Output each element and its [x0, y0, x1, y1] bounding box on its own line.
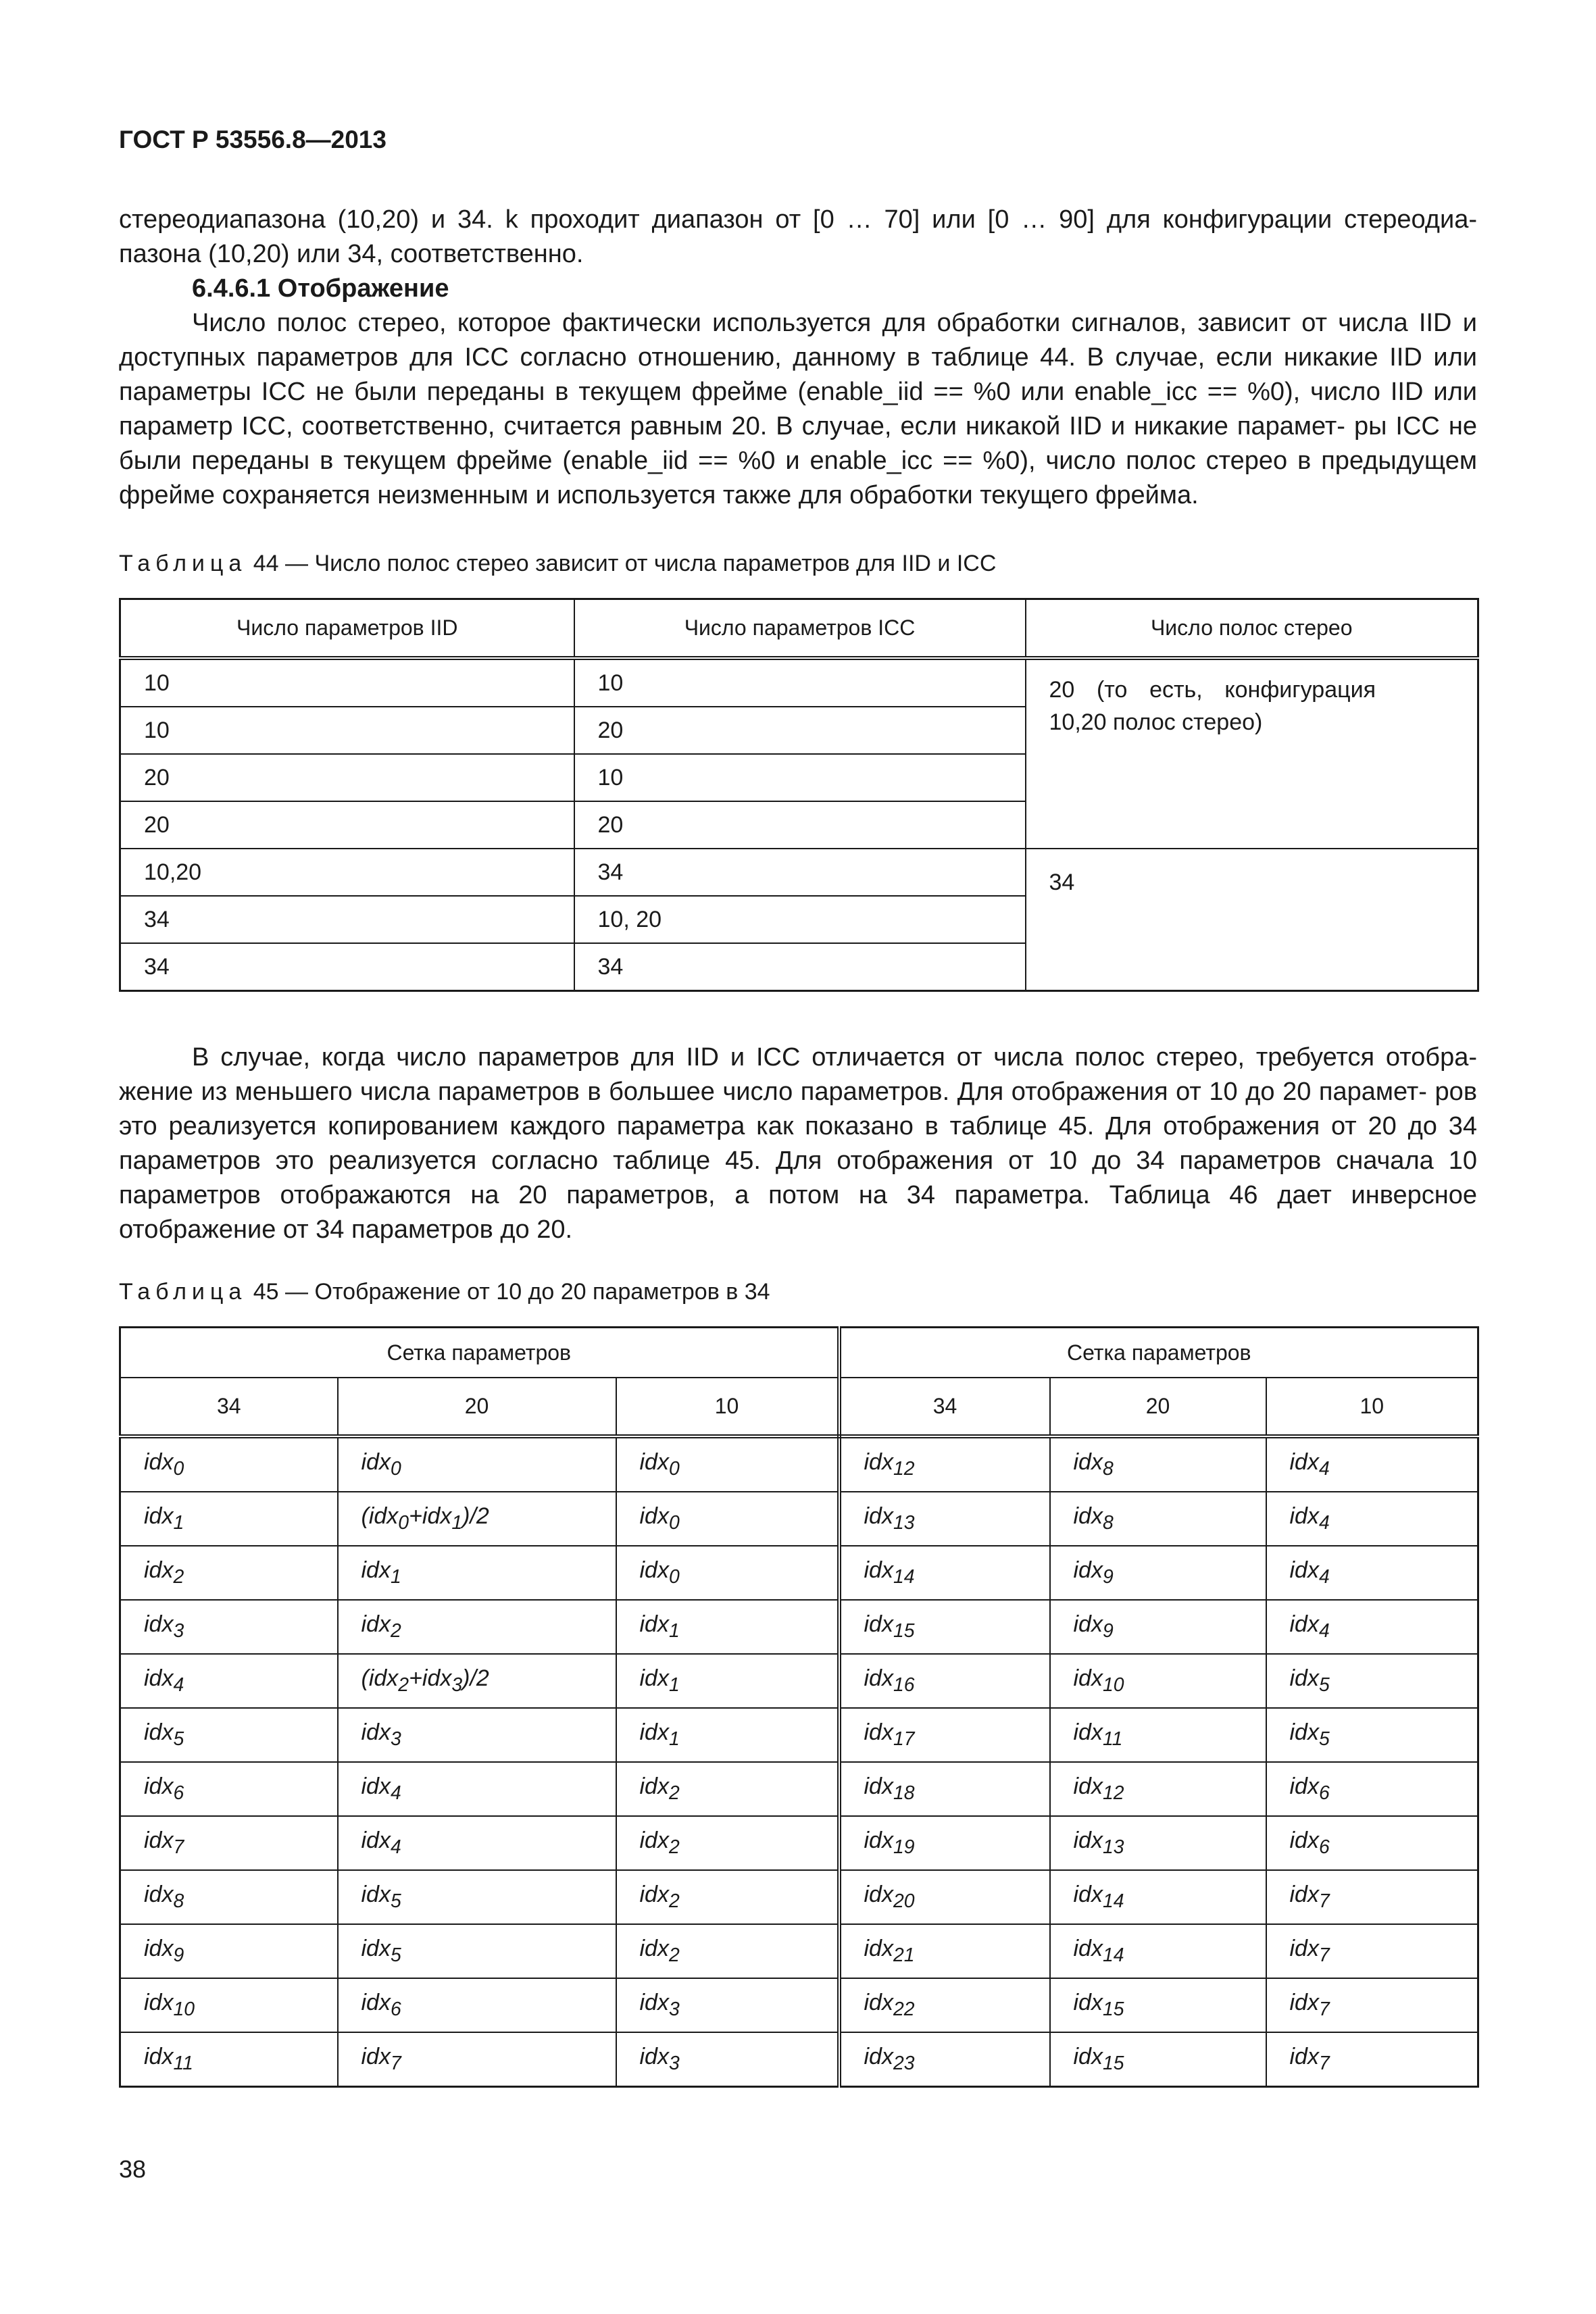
table-cell: idx$_1$ — [616, 1600, 839, 1654]
table-cell: idx$_{14}$ — [839, 1546, 1050, 1600]
table-cell: idx$_{14}$ — [1050, 1870, 1266, 1924]
text-line: Число полос стерео, которое фактически используется для обработки сигналов, зависит от числа IID — [192, 309, 1452, 337]
table-cell: idx$_2$ — [120, 1546, 338, 1600]
table-row — [120, 1654, 1478, 1708]
table-cell: idx$_{17}$ — [839, 1708, 1050, 1762]
table-cell: idx$_4$ — [1266, 1600, 1478, 1654]
table-cell: idx$_3$ — [120, 1600, 338, 1654]
section-heading — [119, 272, 1477, 306]
text-line: пазона (10,20) или 34, соответственно. — [119, 240, 584, 268]
table-row — [120, 1924, 1478, 1978]
column-header: 10 — [1266, 1378, 1478, 1436]
table-row — [120, 1816, 1478, 1870]
table-cell: idx$_5$ — [338, 1924, 616, 1978]
table-row — [120, 1708, 1478, 1762]
table-row — [120, 1870, 1478, 1924]
text-line: IID или параметр ICC, соответственно, считается равным 20. В случае, если никакой IID и никакие парамет- — [119, 378, 1477, 441]
text-line: отображение от 34 параметров до 20. — [119, 1215, 573, 1244]
table-cell: idx$_8$ — [120, 1870, 338, 1924]
text-line: жение из меньшего числа параметров в большее число параметров. Для отображения от 10 до 20 парамет- — [119, 1078, 1427, 1106]
table-header-row — [120, 1378, 1478, 1436]
table-cell: idx$_1$ — [616, 1654, 839, 1708]
table-cell: idx$_1$ — [616, 1708, 839, 1762]
section-title: Отображение — [277, 274, 449, 303]
column-header: Число полос стерео — [1026, 599, 1478, 659]
table-cell: idx$_6$ — [1266, 1816, 1478, 1870]
table-cell: idx$_9$ — [120, 1924, 338, 1978]
paragraph-2 — [119, 306, 1477, 513]
table-cell: idx$_3$ — [338, 1708, 616, 1762]
table-row — [120, 2032, 1478, 2087]
text-line: или параметры ICC не были переданы в текущем фрейме (enable_iid == %0 или enable_icc == %0), число — [119, 343, 1477, 406]
caption-label: Таблица — [119, 551, 247, 576]
table-cell: 20 — [120, 801, 574, 849]
table-cell: idx$_7$ — [1266, 2032, 1478, 2087]
table-44 — [119, 598, 1479, 992]
table-cell: idx$_8$ — [1050, 1436, 1266, 1492]
group-header: Сетка параметров — [839, 1328, 1478, 1378]
table-cell: idx$_5$ — [1266, 1654, 1478, 1708]
table-cell: 10, 20 — [574, 896, 1026, 943]
table-cell: 34 — [574, 943, 1026, 991]
table-cell: idx$_1$ — [120, 1492, 338, 1546]
table-cell: idx$_8$ — [1050, 1492, 1266, 1546]
table-cell: 20 — [120, 754, 574, 801]
group-header: Сетка параметров — [120, 1328, 839, 1378]
table-row — [120, 1546, 1478, 1600]
table-cell: idx$_4$ — [338, 1816, 616, 1870]
table-cell: idx$_{10}$ — [1050, 1654, 1266, 1708]
table-cell: idx$_7$ — [120, 1816, 338, 1870]
paragraph-1 — [119, 203, 1477, 513]
table-cell: 34 — [574, 849, 1026, 896]
table-group-header-row — [120, 1328, 1478, 1378]
table-cell: idx$_{13}$ — [1050, 1816, 1266, 1870]
table-cell: 10 — [120, 707, 574, 754]
table-row — [120, 658, 1478, 707]
page-number: 38 — [119, 2155, 147, 2183]
table-cell: idx$_0$ — [338, 1436, 616, 1492]
table-cell: idx$_{11}$ — [120, 2032, 338, 2087]
table-cell: idx$_3$ — [616, 2032, 839, 2087]
text-line: 10 параметров отображаются на 20 параметров, а потом на 34 параметра. Таблица 46 дает инверсное — [119, 1147, 1477, 1209]
table-cell: idx$_2$ — [616, 1816, 839, 1870]
paragraph-3 — [119, 1040, 1477, 1247]
table-cell: 34 — [120, 896, 574, 943]
column-header: 10 — [616, 1378, 839, 1436]
table-cell: idx$_{23}$ — [839, 2032, 1050, 2087]
table-cell: idx$_3$ — [616, 1978, 839, 2032]
text-line: стереодиапазона (10,20) и 34. k проходит диапазон от [0 … 70] или [0 … 90] для конфигурации стереодиа- — [119, 205, 1477, 234]
table-cell: 10 — [574, 754, 1026, 801]
table-cell: idx$_6$ — [338, 1978, 616, 2032]
table-cell: idx$_0$ — [616, 1546, 839, 1600]
table-cell: 20 — [574, 801, 1026, 849]
caption-text: — Отображение от 10 до 20 параметров в 34 — [285, 1279, 770, 1305]
table-45-caption — [119, 1279, 770, 1305]
table-cell: idx$_0$ — [616, 1436, 839, 1492]
caption-number: 45 — [253, 1279, 279, 1305]
table-cell: 34 — [120, 943, 574, 991]
table-cell: idx$_1$ — [338, 1546, 616, 1600]
table-cell: idx$_4$ — [338, 1762, 616, 1816]
table-cell: 10 — [574, 658, 1026, 707]
table-cell: idx$_2$ — [616, 1870, 839, 1924]
table-row — [120, 1492, 1478, 1546]
column-header: Число параметров ICC — [574, 599, 1026, 659]
table-cell: 20 — [574, 707, 1026, 754]
merged-cell: 34 — [1026, 849, 1478, 991]
merged-cell: 20 (то есть, конфигурация 10,20 полос стерео) — [1026, 658, 1478, 849]
table-cell: idx$_{16}$ — [839, 1654, 1050, 1708]
table-cell: idx$_{20}$ — [839, 1870, 1050, 1924]
table-cell: idx$_{15}$ — [839, 1600, 1050, 1654]
section-number: 6.4.6.1 — [192, 274, 271, 303]
table-cell: idx$_{14}$ — [1050, 1924, 1266, 1978]
caption-number: 44 — [253, 551, 279, 576]
column-header: 20 — [338, 1378, 616, 1436]
column-header: Число параметров IID — [120, 599, 574, 659]
table-cell: idx$_7$ — [338, 2032, 616, 2087]
table-cell: idx$_0$ — [120, 1436, 338, 1492]
text-line: предыдущем фрейме сохраняется неизменным и используется также для обработки текущего фрейма. — [119, 447, 1477, 509]
text-line: В случае, когда число параметров для IID и ICC отличается от числа полос стерео, требуется отобра- — [192, 1043, 1477, 1072]
table-cell: idx$_{10}$ — [120, 1978, 338, 2032]
table-header-row — [120, 599, 1478, 659]
text-line: ров это реализуется копированием каждого параметра как показано в таблице 45. Для отображения от 20 до — [119, 1078, 1478, 1140]
table-cell: idx$_{15}$ — [1050, 2032, 1266, 2087]
table-row — [120, 1978, 1478, 2032]
table-cell: idx$_7$ — [1266, 1978, 1478, 2032]
table-cell: idx$_7$ — [1266, 1924, 1478, 1978]
column-header: 34 — [839, 1378, 1050, 1436]
table-cell: idx$_5$ — [1266, 1708, 1478, 1762]
table-cell: idx$_7$ — [1266, 1870, 1478, 1924]
table-cell: idx$_6$ — [1266, 1762, 1478, 1816]
table-cell: idx$_4$ — [120, 1654, 338, 1708]
table-cell: idx$_{22}$ — [839, 1978, 1050, 2032]
table-cell: idx$_5$ — [120, 1708, 338, 1762]
table-cell: 10,20 — [120, 849, 574, 896]
table-cell: idx$_4$ — [1266, 1436, 1478, 1492]
table-row — [120, 1600, 1478, 1654]
table-cell: idx$_{12}$ — [839, 1436, 1050, 1492]
table-cell: idx$_4$ — [1266, 1546, 1478, 1600]
paragraph-1-text — [119, 203, 1477, 272]
column-header: 34 — [120, 1378, 338, 1436]
caption-text: — Число полос стерео зависит от числа параметров для IID и ICC — [285, 551, 997, 576]
table-row — [120, 1436, 1478, 1492]
table-cell: idx$_0$ — [616, 1492, 839, 1546]
table-cell: (idx$_2$+idx$_3$)/2 — [338, 1654, 616, 1708]
table-cell: idx$_2$ — [616, 1924, 839, 1978]
table-cell: 10 — [120, 658, 574, 707]
table-cell: idx$_{12}$ — [1050, 1762, 1266, 1816]
table-cell: idx$_5$ — [338, 1870, 616, 1924]
caption-label: Таблица — [119, 1279, 247, 1305]
table-cell: idx$_2$ — [338, 1600, 616, 1654]
column-header: 20 — [1050, 1378, 1266, 1436]
table-cell: idx$_{15}$ — [1050, 1978, 1266, 2032]
table-cell: idx$_{11}$ — [1050, 1708, 1266, 1762]
table-cell: idx$_4$ — [1266, 1492, 1478, 1546]
table-cell: idx$_{13}$ — [839, 1492, 1050, 1546]
table-cell: idx$_9$ — [1050, 1600, 1266, 1654]
table-cell: idx$_{18}$ — [839, 1762, 1050, 1816]
text-line: 34 параметров это реализуется согласно таблице 45. Для отображения от 10 до 34 параметров сначала — [119, 1112, 1477, 1175]
table-45 — [119, 1326, 1479, 2088]
table-cell: idx$_{19}$ — [839, 1816, 1050, 1870]
table-cell: idx$_9$ — [1050, 1546, 1266, 1600]
text-line: и доступных параметров для ICC согласно отношению, данному в таблице 44. В случае, если никакие IID — [119, 309, 1477, 372]
table-body — [120, 1436, 1478, 2087]
document-id: ГОСТ Р 53556.8—2013 — [119, 126, 386, 153]
table-44-caption — [119, 551, 996, 577]
table-row — [120, 849, 1478, 896]
table-cell: idx$_{21}$ — [839, 1924, 1050, 1978]
text-line: ры ICC не были переданы в текущем фрейме (enable_iid == %0 и enable_icc == %0), число полос стерео в — [119, 412, 1477, 475]
table-cell: idx$_6$ — [120, 1762, 338, 1816]
table-cell: idx$_2$ — [616, 1762, 839, 1816]
table-row — [120, 1762, 1478, 1816]
table-cell: (idx$_0$+idx$_1$)/2 — [338, 1492, 616, 1546]
